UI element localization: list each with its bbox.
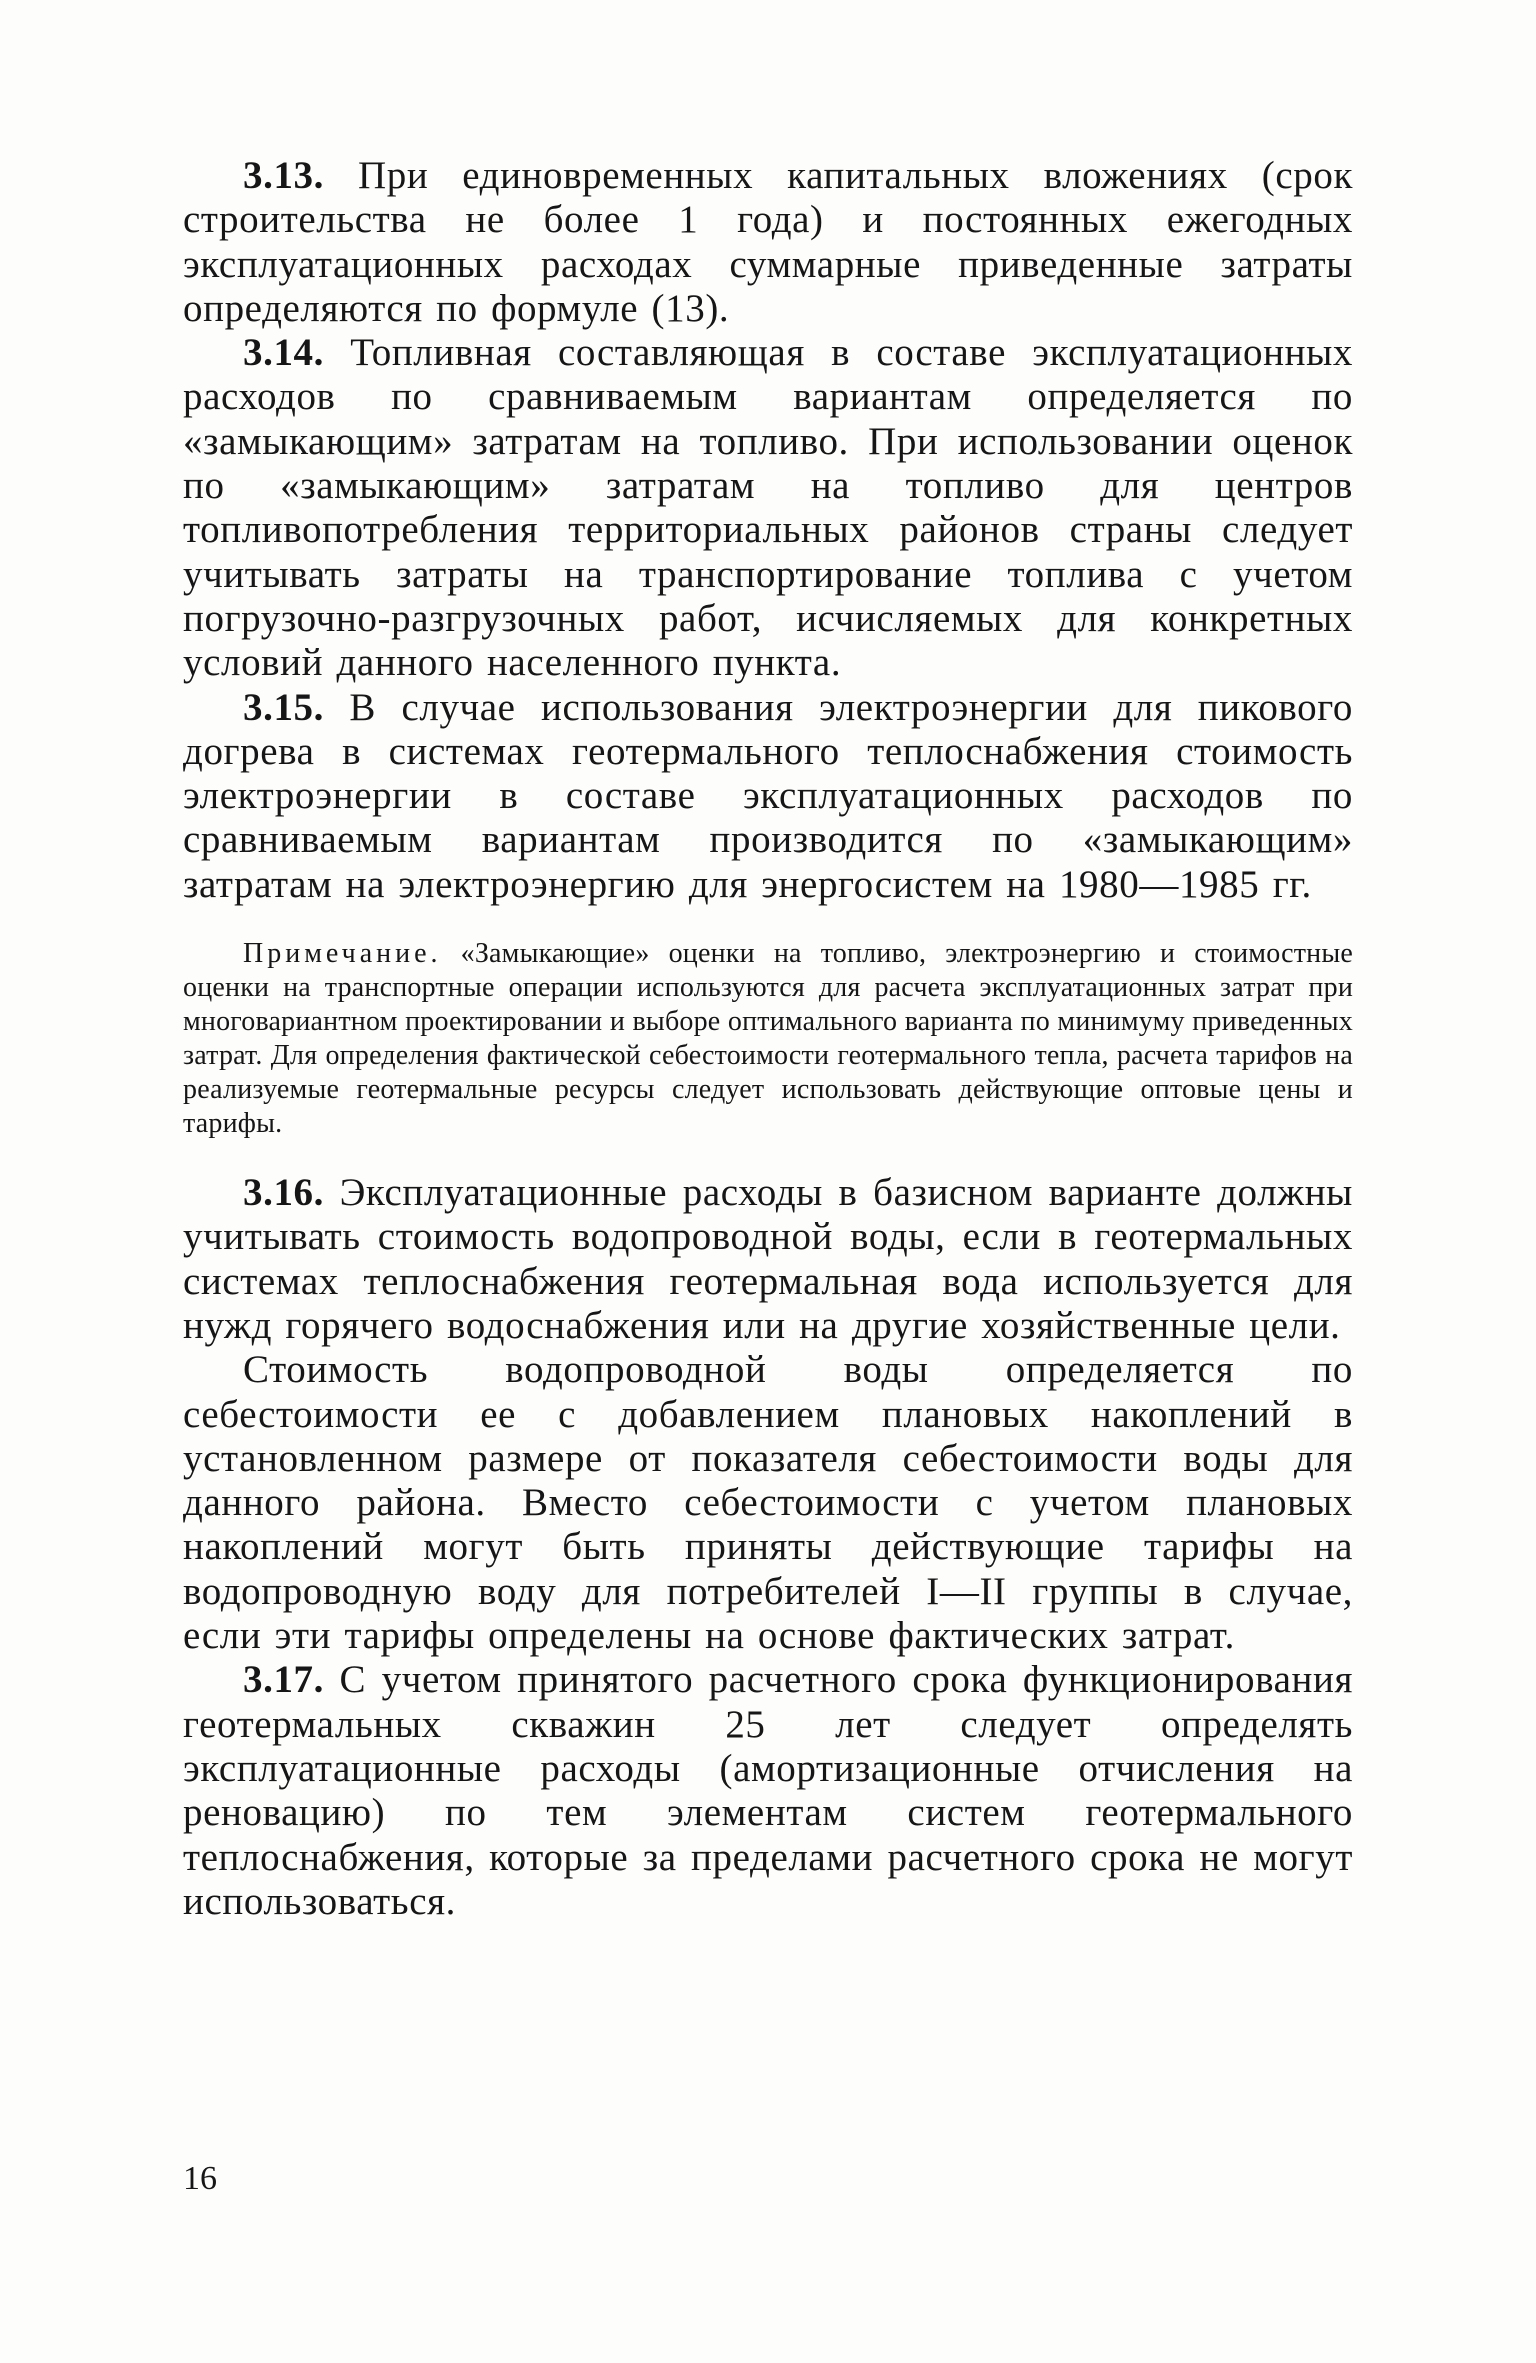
page-text [183,154,1353,1924]
page-number: 16 [183,2160,217,2197]
paragraph-text: С учетом принятого расчетного срока функционирования геотермальных скважин 25 лет следует определять эксплуатационные расходы (амортизационные отчисления на реновацию) по тем элементам систем геотермального теплоснабжения, которые за пределами расчетного срока не могут использоваться. [183,1658,1353,1923]
section-number: 3.15. [243,685,324,729]
paragraph-3-14 [183,331,1353,685]
paragraph-text: В случае использования электроэнергии для пикового догрева в системах геотермального теплоснабжения стоимость электроэнергии в составе эксплуатационных расходов по сравниваемым вариантам производится по «замыкающим» затратам на электроэнергию для энергосистем на 1980—1985 гг. [183,685,1353,906]
paragraph-3-13 [183,154,1353,331]
section-number: 3.13. [243,154,324,197]
paragraph-3-16-continued [183,1348,1353,1658]
section-number: 3.16. [243,1171,324,1215]
paragraph-text: Стоимость водопроводной воды определяется по себестоимости ее с добавлением плановых накоплений в установленном размере от показателя себестоимости воды для данного района. Вместо себестоимости с учетом плановых накоплений могут быть приняты действующие тарифы на водопроводную воду для потребителей I—II группы в случае, если эти тарифы определены на основе фактических затрат. [183,1348,1353,1658]
paragraph-text: Эксплуатационные расходы в базисном варианте должны учитывать стоимость водопроводной воды, если в геотермальных системах теплоснабжения геотермальная вода используется для нужд горячего водоснабжения или на другие хозяйственные цели. [183,1171,1353,1347]
note-label: Примечание. [243,938,442,970]
paragraph-text: Топливная составляющая в составе эксплуатационных расходов по сравниваемым вариантам определяется по «замыкающим» затратам на топливо. При использовании оценок по «замыкающим» затратам на топливо для центров топливопотребления территориальных районов страны следует учитывать затраты на транспортирование топлива с учетом погрузочно-разгрузочных работ, исчисляемых для конкретных условий данного населенного пункта. [183,331,1353,685]
section-number: 3.14. [243,331,324,375]
note-text: «Замыкающие» оценки на топливо, электроэнергию и стоимостные оценки на транспортные операции используются для расчета эксплуатационных затрат при многовариантном проектировании и выборе оптимального варианта по минимуму приведенных затрат. Для определения фактической себестоимости геотермального тепла, расчета тарифов на реализуемые геотермальные ресурсы следует использовать действующие оптовые цены и тарифы. [183,938,1353,1140]
paragraph-text: При единовременных капитальных вложениях (срок строительства не более 1 года) и постоянных ежегодных эксплуатационных расходах суммарные приведенные затраты определяются по формуле (13). [183,154,1353,330]
paragraph-3-17 [183,1658,1353,1924]
note [183,937,1353,1141]
section-number: 3.17. [243,1658,324,1702]
paragraph-3-16 [183,1171,1353,1348]
paragraph-3-15 [183,686,1353,907]
